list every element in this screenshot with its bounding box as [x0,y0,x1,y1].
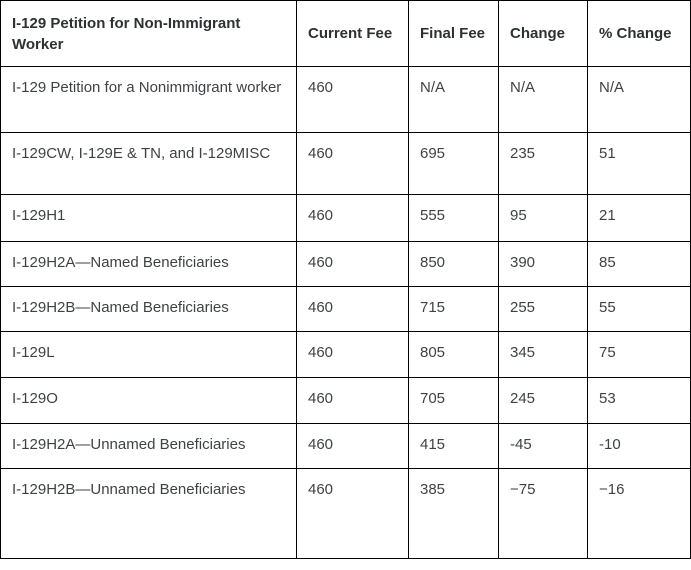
petition-type-cell: I-129H2B—Unnamed Beneficiaries [1,469,297,559]
current-fee-cell: 460 [297,195,409,242]
current-fee-cell: 460 [297,287,409,332]
change-cell: −75 [499,469,588,559]
change-cell: 235 [499,133,588,195]
percent-change-cell: 55 [588,287,691,332]
petition-type-cell: I-129 Petition for a Nonimmigrant worker [1,67,297,133]
percent-change-cell: 53 [588,378,691,424]
column-header-percent-change: % Change [588,1,691,67]
change-cell: 255 [499,287,588,332]
percent-change-cell: 51 [588,133,691,195]
table-row [1,424,691,469]
final-fee-cell: 415 [409,424,499,469]
change-cell: 245 [499,378,588,424]
final-fee-cell: 715 [409,287,499,332]
percent-change-cell: 85 [588,242,691,287]
percent-change-cell: −16 [588,469,691,559]
current-fee-cell: 460 [297,67,409,133]
current-fee-cell: 460 [297,378,409,424]
column-header-petition-type: I-129 Petition for Non-Immigrant Worker [1,1,297,67]
table-row [1,242,691,287]
current-fee-cell: 460 [297,469,409,559]
final-fee-cell: 385 [409,469,499,559]
column-header-change: Change [499,1,588,67]
table-row [1,287,691,332]
percent-change-cell: 75 [588,332,691,378]
column-header-current-fee: Current Fee [297,1,409,67]
final-fee-cell: 705 [409,378,499,424]
current-fee-cell: 460 [297,424,409,469]
header-row [1,1,691,67]
petition-type-cell: I-129H2A—Unnamed Beneficiaries [1,424,297,469]
current-fee-cell: 460 [297,242,409,287]
table-row [1,378,691,424]
current-fee-cell: 460 [297,133,409,195]
petition-type-cell: I-129H2B—Named Beneficiaries [1,287,297,332]
table-row [1,195,691,242]
change-cell: 95 [499,195,588,242]
percent-change-cell: 21 [588,195,691,242]
change-cell: N/A [499,67,588,133]
final-fee-cell: N/A [409,67,499,133]
current-fee-cell: 460 [297,332,409,378]
final-fee-cell: 555 [409,195,499,242]
table-row [1,332,691,378]
table-row [1,67,691,133]
percent-change-cell: N/A [588,67,691,133]
change-cell: -45 [499,424,588,469]
petition-type-cell: I-129H2A—Named Beneficiaries [1,242,297,287]
petition-type-cell: I-129H1 [1,195,297,242]
final-fee-cell: 805 [409,332,499,378]
change-cell: 345 [499,332,588,378]
table-row [1,469,691,559]
final-fee-cell: 850 [409,242,499,287]
petition-type-cell: I-129L [1,332,297,378]
petition-type-cell: I-129O [1,378,297,424]
change-cell: 390 [499,242,588,287]
column-header-final-fee: Final Fee [409,1,499,67]
percent-change-cell: -10 [588,424,691,469]
final-fee-cell: 695 [409,133,499,195]
table-row [1,133,691,195]
petition-type-cell: I-129CW, I-129E & TN, and I-129MISC [1,133,297,195]
